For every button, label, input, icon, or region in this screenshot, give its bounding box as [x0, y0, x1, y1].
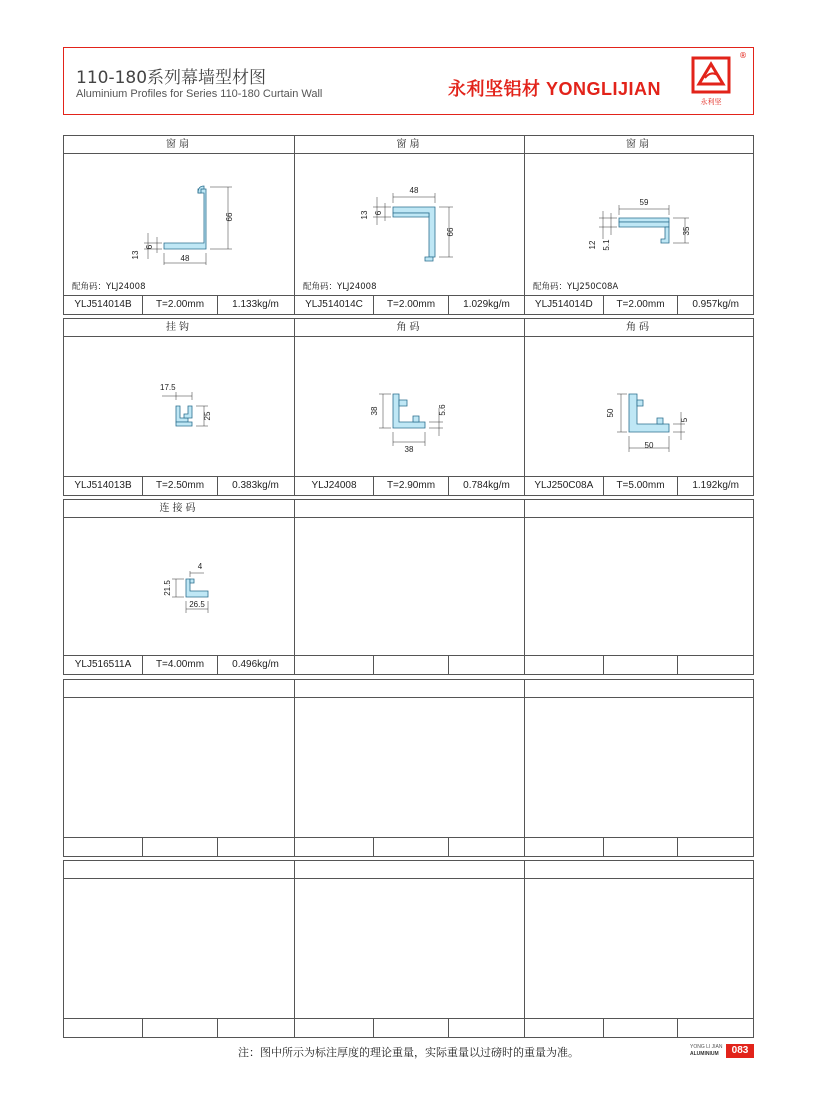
footnote: 注：图中所示为标注厚度的理论重量，实际重量以过磅时的重量为准。 — [238, 1046, 579, 1059]
matching-corner-code: 配角码：YLJ24008 — [72, 282, 146, 292]
profile-cell — [524, 319, 753, 495]
profile-thickness: T=2.50mm — [142, 477, 217, 495]
profile-cell — [64, 136, 294, 314]
profile-drawing — [295, 336, 525, 476]
matching-corner-code: 配角码：YLJ250C08A — [533, 282, 619, 292]
empty-header — [64, 861, 294, 879]
empty-spec-row — [525, 655, 753, 674]
empty-cell — [64, 861, 294, 1037]
profile-code: YLJ24008 — [311, 480, 357, 491]
profile-row-1 — [63, 135, 754, 315]
profile-spec-row — [295, 476, 524, 495]
empty-spec-row — [525, 1018, 753, 1037]
profile-spec-row — [64, 655, 294, 674]
dim-label: 5 — [680, 417, 689, 423]
profile-drawing — [64, 336, 294, 476]
profile-code: YLJ514013B — [74, 480, 132, 491]
empty-spec-row — [525, 837, 753, 856]
profile-code: YLJ514014B — [74, 299, 132, 310]
dim-label: 6 — [145, 244, 154, 250]
footer-brand-line: YONG LI JIAN — [690, 1044, 723, 1050]
profile-name: 窗扇 — [525, 136, 753, 154]
dim-label: 4 — [197, 562, 203, 571]
empty-header — [295, 500, 524, 518]
empty-cell — [524, 861, 753, 1037]
page-subtitle: Aluminium Profiles for Series 110-180 Curtain Wall — [76, 88, 323, 100]
dim-label: 59 — [639, 198, 649, 207]
profile-code: YLJ514014C — [305, 299, 363, 310]
brand-logo-icon — [689, 54, 733, 108]
empty-row-4 — [63, 679, 754, 857]
profile-name: 窗扇 — [295, 136, 524, 154]
empty-header — [295, 680, 524, 698]
empty-header — [64, 680, 294, 698]
profile-code: YLJ516511A — [74, 659, 132, 670]
profile-weight: 0.784kg/m — [448, 477, 524, 495]
profile-thickness: T=2.90mm — [373, 477, 448, 495]
profile-name: 窗扇 — [64, 136, 294, 154]
profile-weight: 0.957kg/m — [677, 296, 753, 314]
profile-name: 挂钩 — [64, 319, 294, 337]
empty-cell — [294, 861, 524, 1037]
profile-drawing — [525, 153, 754, 278]
dim-label: 48 — [180, 254, 190, 263]
dim-label: 35 — [682, 226, 691, 236]
brand-name: 永利坚铝材 YONGLIJIAN — [448, 79, 662, 99]
empty-cell — [524, 500, 753, 674]
profile-name: 角码 — [525, 319, 753, 337]
profile-drawing — [295, 153, 525, 278]
profile-weight: 1.029kg/m — [448, 296, 524, 314]
profile-name: 角码 — [295, 319, 524, 337]
page-header — [63, 47, 754, 115]
page-number-badge — [690, 1044, 754, 1060]
empty-header — [525, 500, 753, 518]
dim-label: 48 — [409, 186, 419, 195]
profile-drawing — [64, 517, 294, 657]
profile-weight: 1.133kg/m — [217, 296, 293, 314]
dim-label: 66 — [225, 212, 234, 222]
profile-code: YLJ250C08A — [534, 480, 594, 491]
dim-label: 38 — [404, 445, 414, 454]
empty-spec-row — [295, 655, 524, 674]
profile-thickness: T=5.00mm — [603, 477, 678, 495]
dim-label: 13 — [360, 210, 369, 220]
dim-label: 26.5 — [189, 600, 205, 609]
profile-row-3 — [63, 499, 754, 675]
profile-weight: 0.496kg/m — [217, 656, 293, 674]
matching-corner-code: 配角码：YLJ24008 — [303, 282, 377, 292]
profile-spec-row — [64, 295, 294, 314]
profile-spec-row — [525, 476, 753, 495]
dim-label: 6 — [374, 210, 383, 216]
profile-cell — [294, 136, 524, 314]
profile-spec-row — [64, 476, 294, 495]
empty-spec-row — [64, 1018, 294, 1037]
dim-label: 21.5 — [163, 580, 172, 596]
empty-spec-row — [64, 837, 294, 856]
profile-thickness: T=2.00mm — [603, 296, 678, 314]
profile-name: 连接码 — [64, 500, 294, 518]
profile-drawing — [64, 153, 294, 278]
empty-row-5 — [63, 860, 754, 1038]
profile-thickness: T=2.00mm — [373, 296, 448, 314]
profile-cell — [64, 500, 294, 674]
profile-cell — [294, 319, 524, 495]
profile-drawing — [525, 336, 754, 476]
profile-code: YLJ514014D — [534, 299, 593, 310]
empty-cell — [64, 680, 294, 856]
dim-label: 50 — [644, 441, 654, 450]
profile-weight: 0.383kg/m — [217, 477, 293, 495]
empty-header — [295, 861, 524, 879]
profile-cell — [524, 136, 753, 314]
dim-label: 5.1 — [602, 239, 611, 251]
page-number: 083 — [726, 1044, 754, 1058]
profile-spec-row — [525, 295, 753, 314]
empty-header — [525, 680, 753, 698]
dim-label: 66 — [446, 227, 455, 237]
empty-header — [525, 861, 753, 879]
profile-thickness: T=2.00mm — [142, 296, 217, 314]
dim-label: 38 — [370, 406, 379, 416]
empty-cell — [294, 680, 524, 856]
dim-label: 12 — [588, 240, 597, 250]
dim-label: 5.6 — [438, 404, 447, 416]
footer-brand-sub: ALUMINIUM — [690, 1051, 719, 1057]
dim-label: 25 — [203, 411, 212, 421]
profile-row-2 — [63, 318, 754, 496]
profile-cell — [64, 319, 294, 495]
profile-spec-row — [295, 295, 524, 314]
empty-cell — [524, 680, 753, 856]
profile-thickness: T=4.00mm — [142, 656, 217, 674]
dim-label: 13 — [131, 250, 140, 260]
empty-cell — [294, 500, 524, 674]
logo-text: 永利坚 — [700, 99, 722, 106]
profile-weight: 1.192kg/m — [677, 477, 753, 495]
registered-mark: ® — [739, 51, 747, 60]
empty-spec-row — [295, 1018, 524, 1037]
dim-label: 50 — [606, 408, 615, 418]
dim-label: 17.5 — [160, 383, 176, 392]
empty-spec-row — [295, 837, 524, 856]
page-title: 110-180系列幕墙型材图 — [76, 68, 267, 88]
